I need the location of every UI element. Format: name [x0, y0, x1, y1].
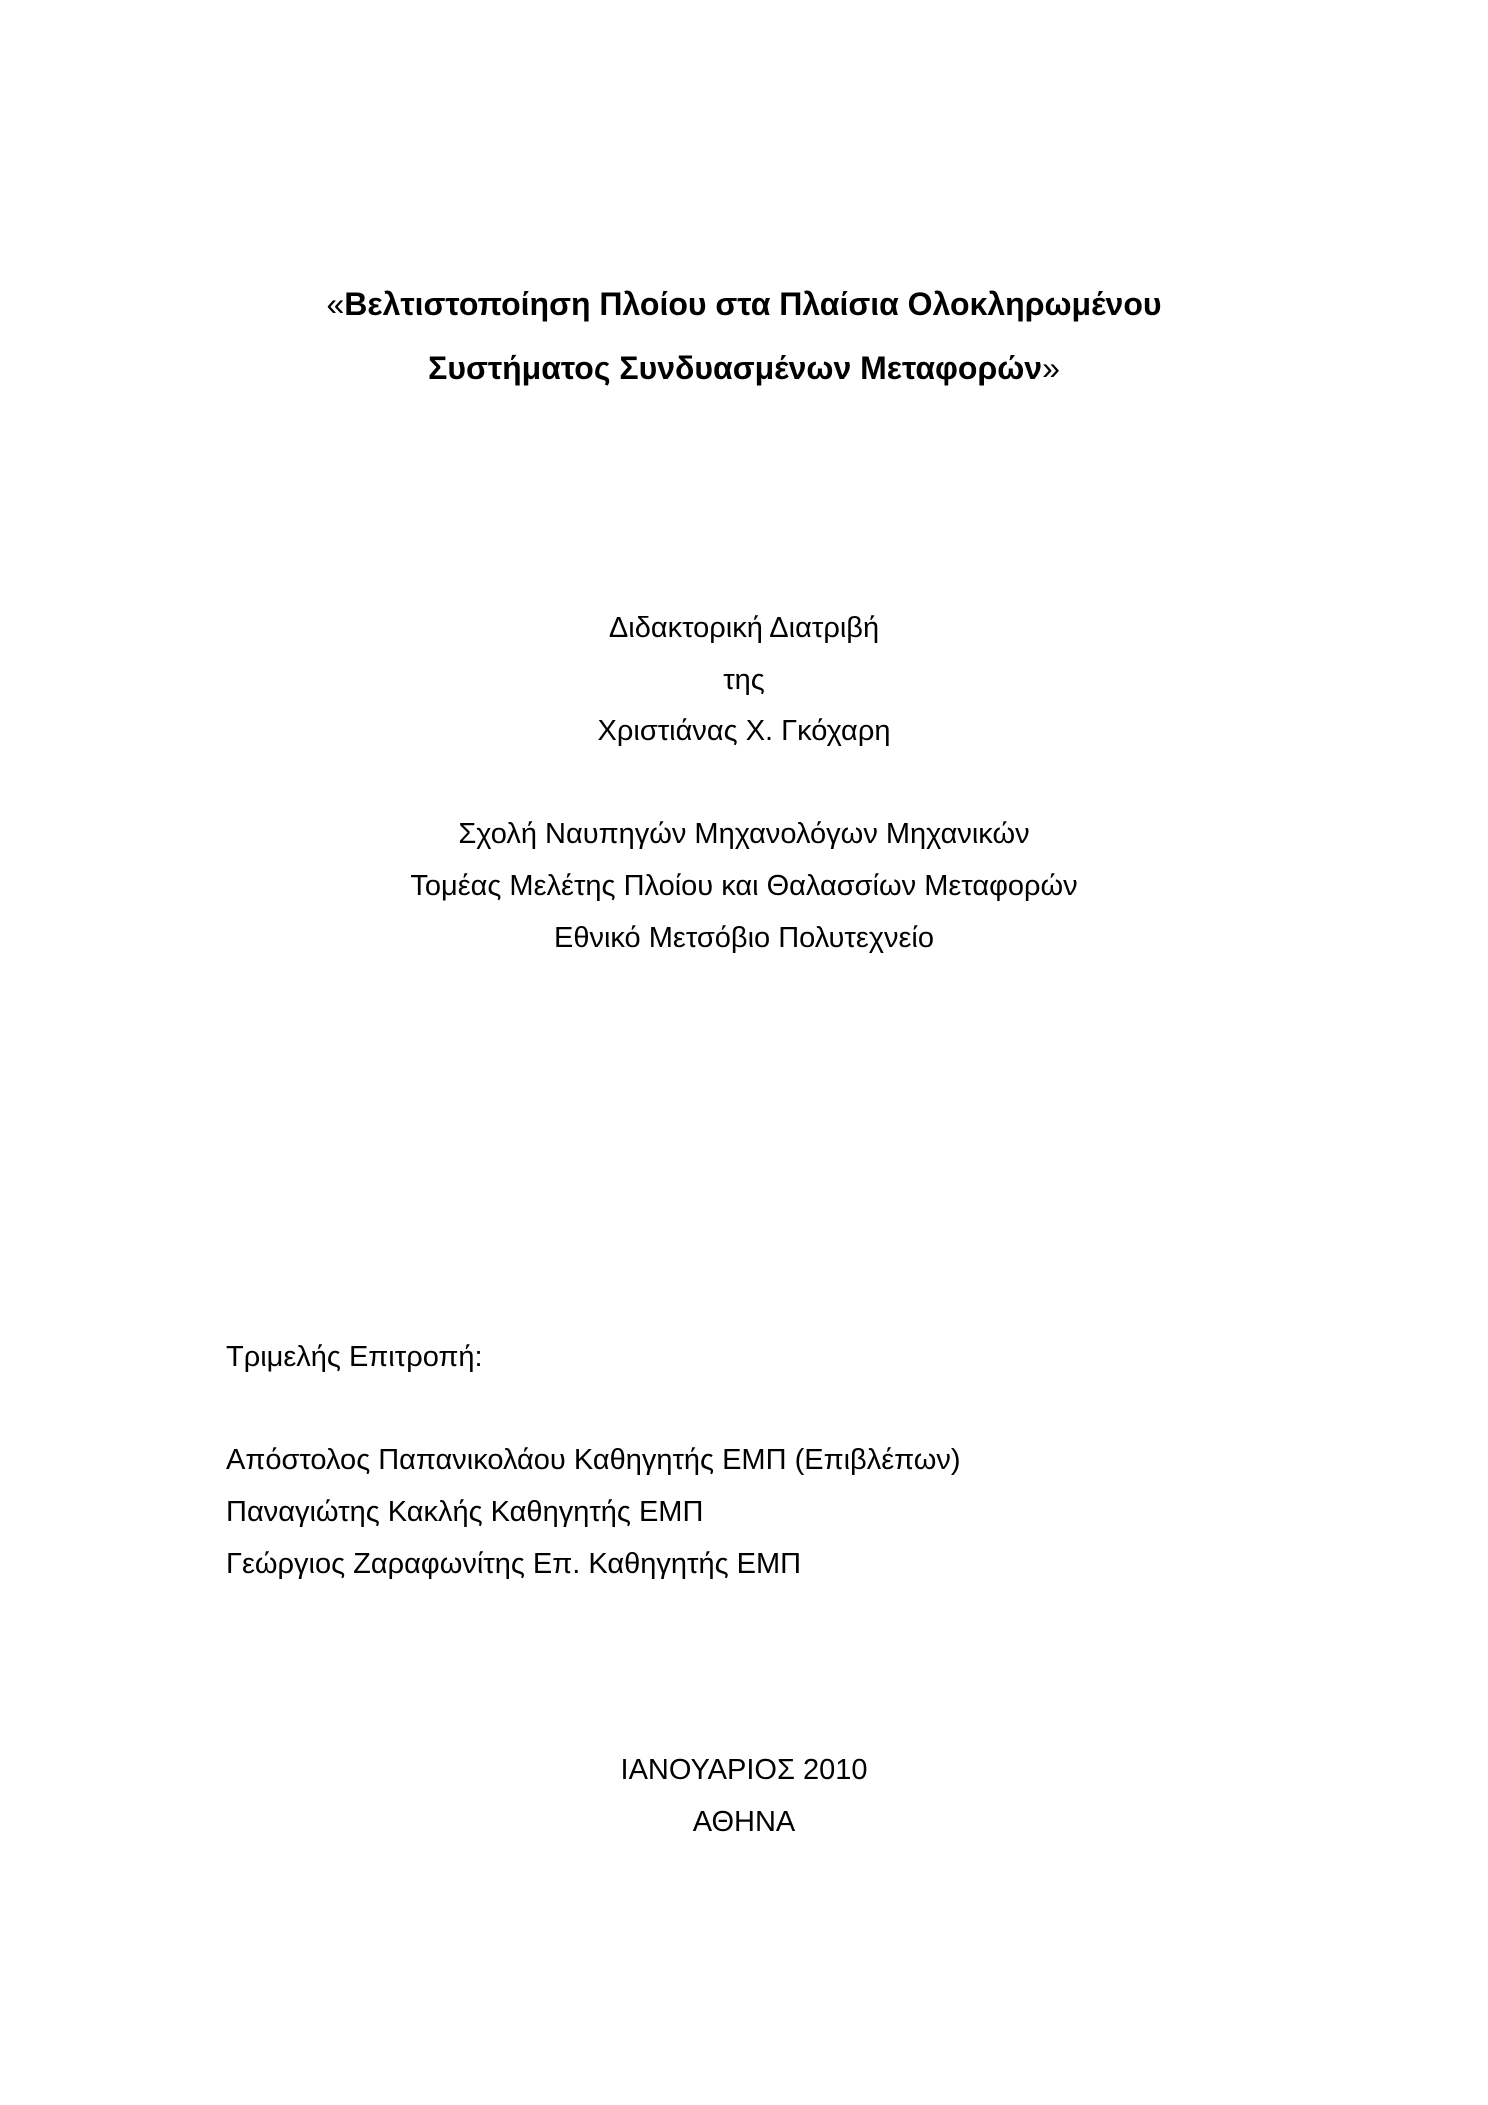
- title-open-quote: «: [326, 286, 345, 322]
- committee-member: Γεώργιος Ζαραφωνίτης Επ. Καθηγητής ΕΜΠ: [226, 1548, 802, 1580]
- thesis-type: Διδακτορική Διατριβή: [608, 612, 880, 644]
- institution-division: Τομέας Μελέτης Πλοίου και Θαλασσίων Μεταφορών: [410, 870, 1078, 902]
- committee-member: Απόστολος Παπανικολάου Καθηγητής ΕΜΠ (Επιβλέπων): [226, 1444, 961, 1476]
- title-line-1-text: Βελτιστοποίηση Πλοίου στα Πλαίσια Ολοκληρωμένου: [344, 286, 1162, 322]
- footer-date: ΙΑΝΟΥΑΡΙΟΣ 2010: [620, 1754, 868, 1786]
- institution-university: Εθνικό Μετσόβιο Πολυτεχνείο: [553, 922, 934, 954]
- institution-school: Σχολή Ναυπηγών Μηχανολόγων Μηχανικών: [458, 818, 1030, 850]
- committee-heading: Τριμελής Επιτροπή:: [226, 1341, 483, 1373]
- thesis-title: [0, 272, 1488, 400]
- title-close-quote: »: [1042, 350, 1060, 386]
- thesis-title-line-2: [0, 336, 1488, 400]
- thesis-of: της: [723, 664, 765, 696]
- committee-member: Παναγιώτης Κακλής Καθηγητής ΕΜΠ: [226, 1496, 704, 1528]
- title-line-2-text: Συστήματος Συνδυασμένων Μεταφορών: [428, 350, 1043, 386]
- thesis-title-line-1: [0, 272, 1488, 336]
- footer-place: ΑΘΗΝΑ: [692, 1806, 796, 1838]
- thesis-author: Χριστιάνας Χ. Γκόχαρη: [597, 715, 891, 747]
